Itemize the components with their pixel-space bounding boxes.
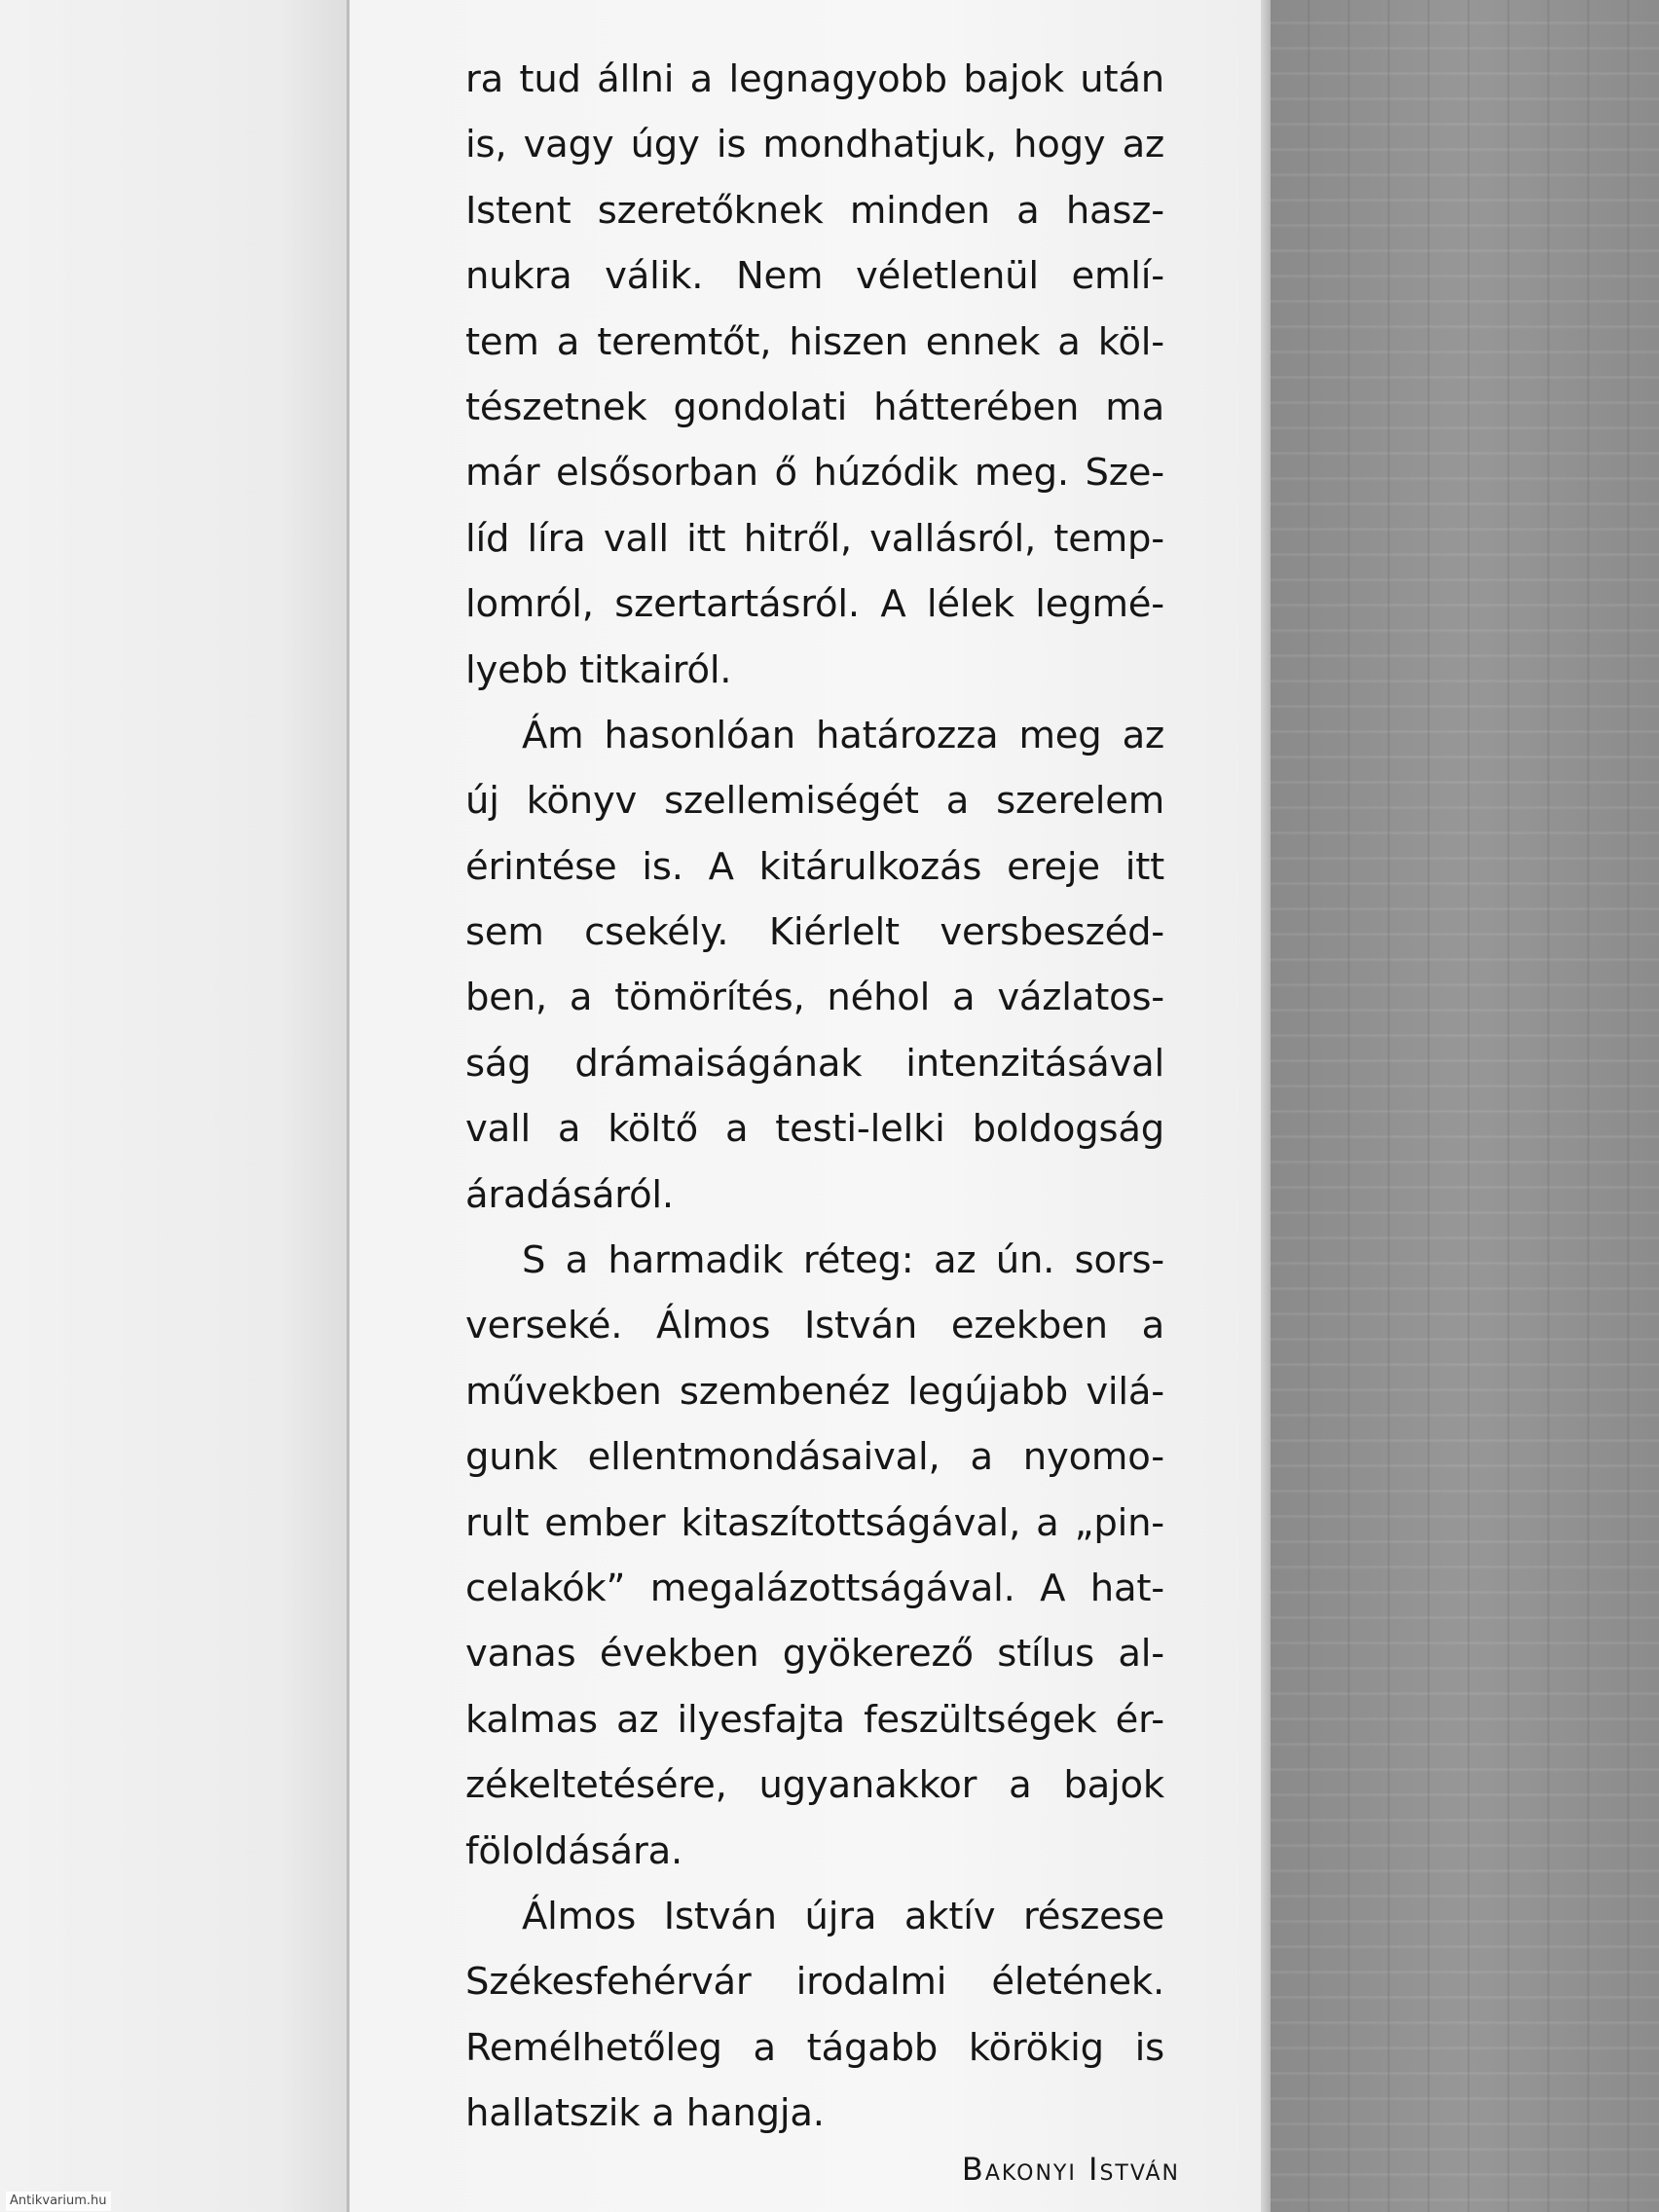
text-line: Ám hasonlóan határozza meg az (522, 713, 1164, 757)
text-line: már elsősorban ő húzódik meg. Sze- (465, 451, 1164, 496)
text-line: vanas években gyökerező stílus al- (465, 1632, 1164, 1677)
text-line: föloldására. (465, 1828, 682, 1873)
author-signature: Bakonyi István (961, 2151, 1180, 2188)
text-line: sem csekély. Kiérlelt versbeszéd- (465, 910, 1164, 955)
text-line: rult ember kitaszítottságával, a „pin- (465, 1500, 1164, 1545)
text-line: gunk ellentmondásaival, a nyomo- (465, 1435, 1164, 1480)
paragraph (465, 1228, 1164, 1884)
text-line: Istent szeretőknek minden a hasz- (465, 188, 1164, 233)
watermark: Antikvarium.hu (6, 2192, 111, 2211)
body-text (465, 47, 1164, 2147)
text-line: új könyv szellemiségét a szerelem (465, 779, 1164, 824)
text-line: lyebb titkairól. (465, 647, 732, 692)
text-line: ra tud állni a legnagyobb bajok után (465, 57, 1164, 101)
text-line: Székesfehérvár irodalmi életének. (465, 1960, 1164, 2005)
text-line: lomról, szertartásról. A lélek legmé- (465, 582, 1164, 627)
text-line: S a harmadik réteg: az ún. sors- (522, 1238, 1164, 1283)
paragraph (465, 1884, 1164, 2147)
text-line: kalmas az ilyesfajta feszültségek ér- (465, 1697, 1164, 1742)
text-line: Remélhetőleg a tágabb körökig is (465, 2025, 1164, 2070)
left-page (0, 0, 349, 2212)
text-line: verseké. Álmos István ezekben a (465, 1304, 1164, 1348)
text-line: áradásáról. (465, 1172, 674, 1217)
text-line: tészetnek gondolati hátterében ma (465, 385, 1164, 429)
wooden-background (1271, 0, 1659, 2212)
text-line: tem a teremtőt, hiszen ennek a köl- (465, 319, 1164, 364)
text-line: Álmos István újra aktív részese (522, 1894, 1164, 1938)
text-line: nukra válik. Nem véletlenül emlí- (465, 254, 1164, 299)
text-line: érintése is. A kitárulkozás ereje itt (465, 844, 1164, 889)
text-line: ság drámaiságának intenzitásával (465, 1041, 1164, 1086)
paragraph (465, 703, 1164, 1228)
text-line: is, vagy úgy is mondhatjuk, hogy az (465, 123, 1164, 167)
text-line: művekben szembenéz legújabb vilá- (465, 1369, 1164, 1414)
text-line: vall a költő a testi-lelki boldogság (465, 1107, 1164, 1152)
text-line: ben, a tömörítés, néhol a vázlatos- (465, 976, 1164, 1020)
text-line: hallatszik a hangja. (465, 2091, 825, 2136)
text-line: celakók” megalázottságával. A hat- (465, 1566, 1164, 1610)
paragraph (465, 47, 1164, 703)
text-line: líd líra vall itt hitről, vallásról, temp- (465, 516, 1164, 561)
page-edge (1261, 0, 1271, 2212)
text-line: zékeltetésére, ugyanakkor a bajok (465, 1763, 1164, 1808)
